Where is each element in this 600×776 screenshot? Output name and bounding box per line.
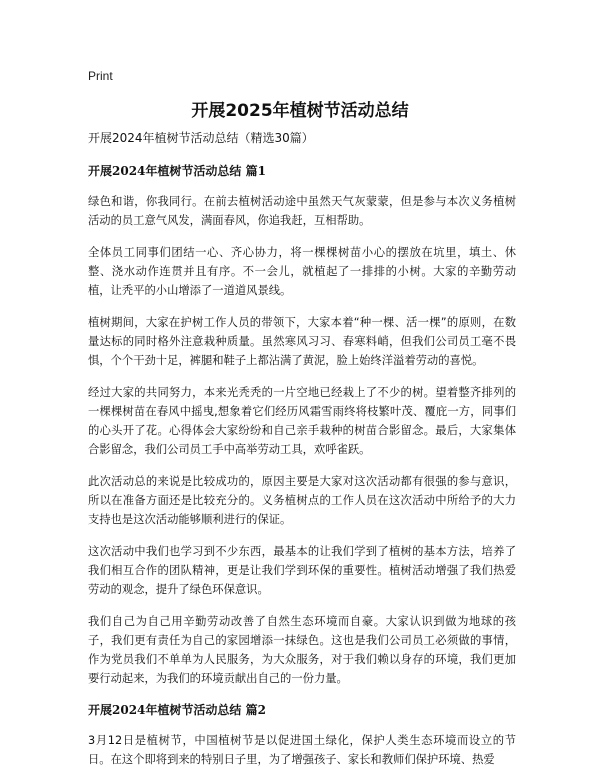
paragraph: 全体员工同事们团结一心、齐心协力，将一棵棵树苗小心的摆放在坑里，填土、休整、浇水动作连贯并且有序。不一会儿，就植起了一排排的小树。大家的辛勤劳动植，让秃平的小山增添了一道道风景线。 bbox=[88, 246, 516, 297]
paragraph: 这次活动中我们也学习到不少东西，最基本的让我们学到了植树的基本方法，培养了我们相互合作的团队精神，更是让我们学到环保的重要性。植树活动增强了我们热爱劳动的观念，提升了绿色环保意识。 bbox=[88, 545, 516, 596]
article-subtitle: 开展2024年植树节活动总结（精选30篇） bbox=[88, 131, 314, 145]
paragraph: 我们自己为自己用辛勤劳动改善了自然生态环境而自豪。大家认识到做为地球的孩子，我们更有责任为自己的家园增添一抹绿色。这也是我们公司员工必须做的事情，作为党员我们不单单为人民服务，为大众服务，对于我们赖以身存的环境，我们更加要行动起来，为我们的环境贡献出自己的一份力量。 bbox=[88, 615, 516, 685]
section-heading: 开展2024年植树节活动总结 篇2 bbox=[88, 703, 266, 717]
paragraph: 植树期间，大家在护树工作人员的带领下，大家本着“种一棵、活一棵”的原则，在数量达标的同时格外注意栽种质量。虽然寒风习习、春寒料峭，但我们公司员工毫不畏惧，个个干劲十足，裤腿和鞋子上都沾满了黄泥，脸上始终洋溢着劳动的喜悦。 bbox=[88, 316, 516, 367]
paragraph: 经过大家的共同努力，本来光秃秃的一片空地已经栽上了不少的树。望着整齐排列的一棵棵树苗在春风中摇曳,想象着它们经历风霜雪雨终将枝繁叶茂、覆庇一方，同事们的心头开了花。心得体会大家纷纷和自己亲手栽种的树苗合影留念。最后，大家集体合影留念，我们公司员工手中高举劳动工具，欢呼雀跃。 bbox=[88, 386, 516, 456]
paragraph: 此次活动总的来说是比较成功的，原因主要是大家对这次活动都有很强的参与意识，所以在准备方面还是比较充分的。义务植树点的工作人员在这次活动中所给予的大力支持也是这次活动能够顺利进行的保证。 bbox=[88, 475, 516, 526]
article-body bbox=[88, 128, 516, 776]
page-title: 开展2025年植树节活动总结 bbox=[191, 101, 409, 121]
print-link[interactable]: Print bbox=[88, 69, 113, 83]
paragraph: 3月12日是植树节，中国植树节是以促进国土绿化，保护人类生态环境而设立的节日。在这个即将到来的特别日子里，为了增强孩子、家长和教师们保护环境、热爱 bbox=[88, 734, 516, 766]
section-heading: 开展2024年植树节活动总结 篇1 bbox=[88, 164, 266, 178]
paragraph: 绿色和谐，你我同行。在前去植树活动途中虽然天气灰蒙蒙，但是参与本次义务植树活动的员工意气风发，满面春风，你追我赶，互相帮助。 bbox=[88, 195, 516, 227]
